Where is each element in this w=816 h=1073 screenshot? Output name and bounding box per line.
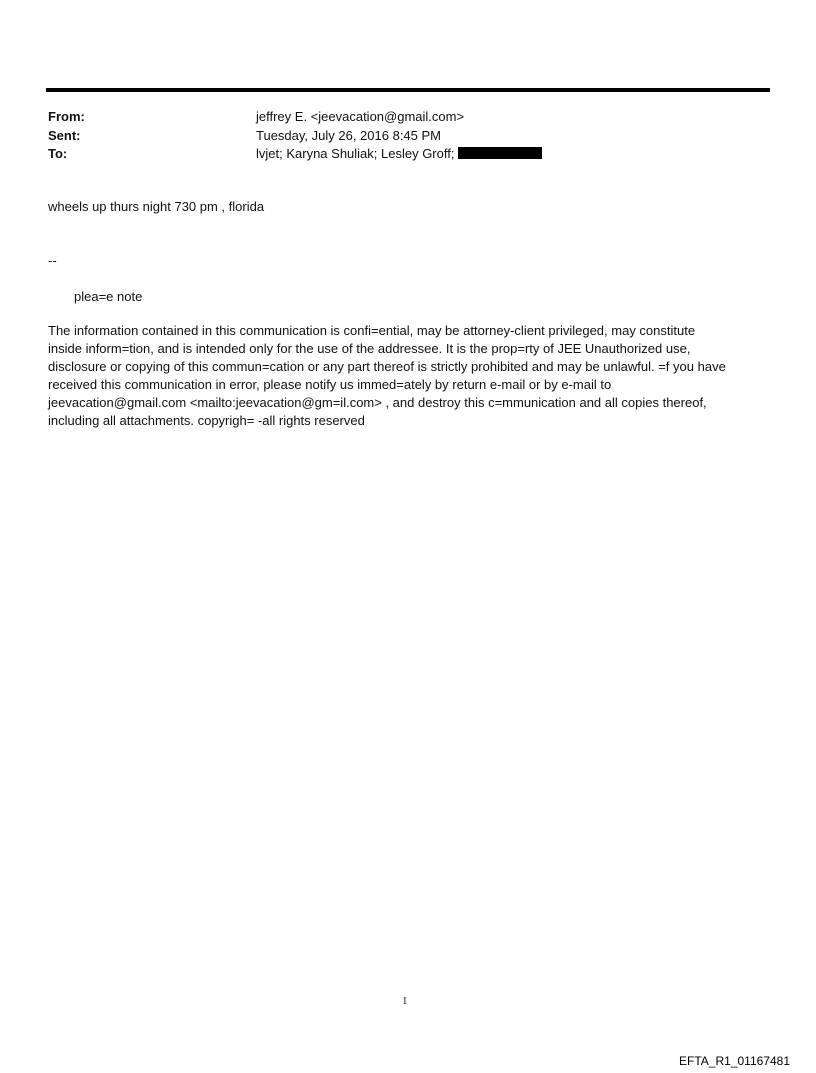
from-value: jeffrey E. <jeevacation@gmail.com> (256, 109, 465, 124)
disclaimer-line: disclosure or copying of this commun=cation or any part thereof is strictly prohibited and may be unlawful. =f you have (48, 359, 726, 374)
from-row (48, 108, 768, 127)
disclaimer-line: received this communication in error, please notify us immed=ately by return e-mail or by e-mail to (48, 377, 612, 392)
redaction-box (458, 147, 542, 159)
to-value-wrap (256, 145, 768, 164)
disclaimer (48, 322, 768, 430)
to-label: To: (48, 146, 68, 161)
sent-value: Tuesday, July 26, 2016 8:45 PM (256, 127, 441, 143)
signature-separator: -- (48, 253, 57, 268)
email-header (48, 108, 768, 164)
disclaimer-line: jeevacation@gmail.com <mailto:jeevacation@gm=il.com> , and destroy this c=mmunication and all copies thereof, (48, 395, 707, 410)
from-label: From: (48, 109, 85, 124)
disclaimer-line: The information contained in this communication is confi=ential, may be attorney-client privileged, may constitute (48, 323, 696, 338)
header-divider (46, 88, 770, 92)
note-text: plea=e note (74, 289, 143, 304)
disclaimer-line: inside inform=tion, and is intended only for the use of the addressee. It is the prop=rty of JEE Unauthorized use, (48, 341, 691, 356)
document-id: EFTA_R1_01167481 (679, 1054, 790, 1068)
disclaimer-line: including all attachments. copyrigh= -all rights reserved (48, 413, 365, 428)
sent-label: Sent: (48, 127, 81, 143)
sent-row (48, 127, 768, 146)
to-row (48, 145, 768, 164)
to-value: lvjet; Karyna Shuliak; Lesley Groff; (256, 146, 455, 161)
page-number: 1 (402, 995, 408, 1007)
message-text: wheels up thurs night 730 pm , florida (48, 199, 265, 214)
